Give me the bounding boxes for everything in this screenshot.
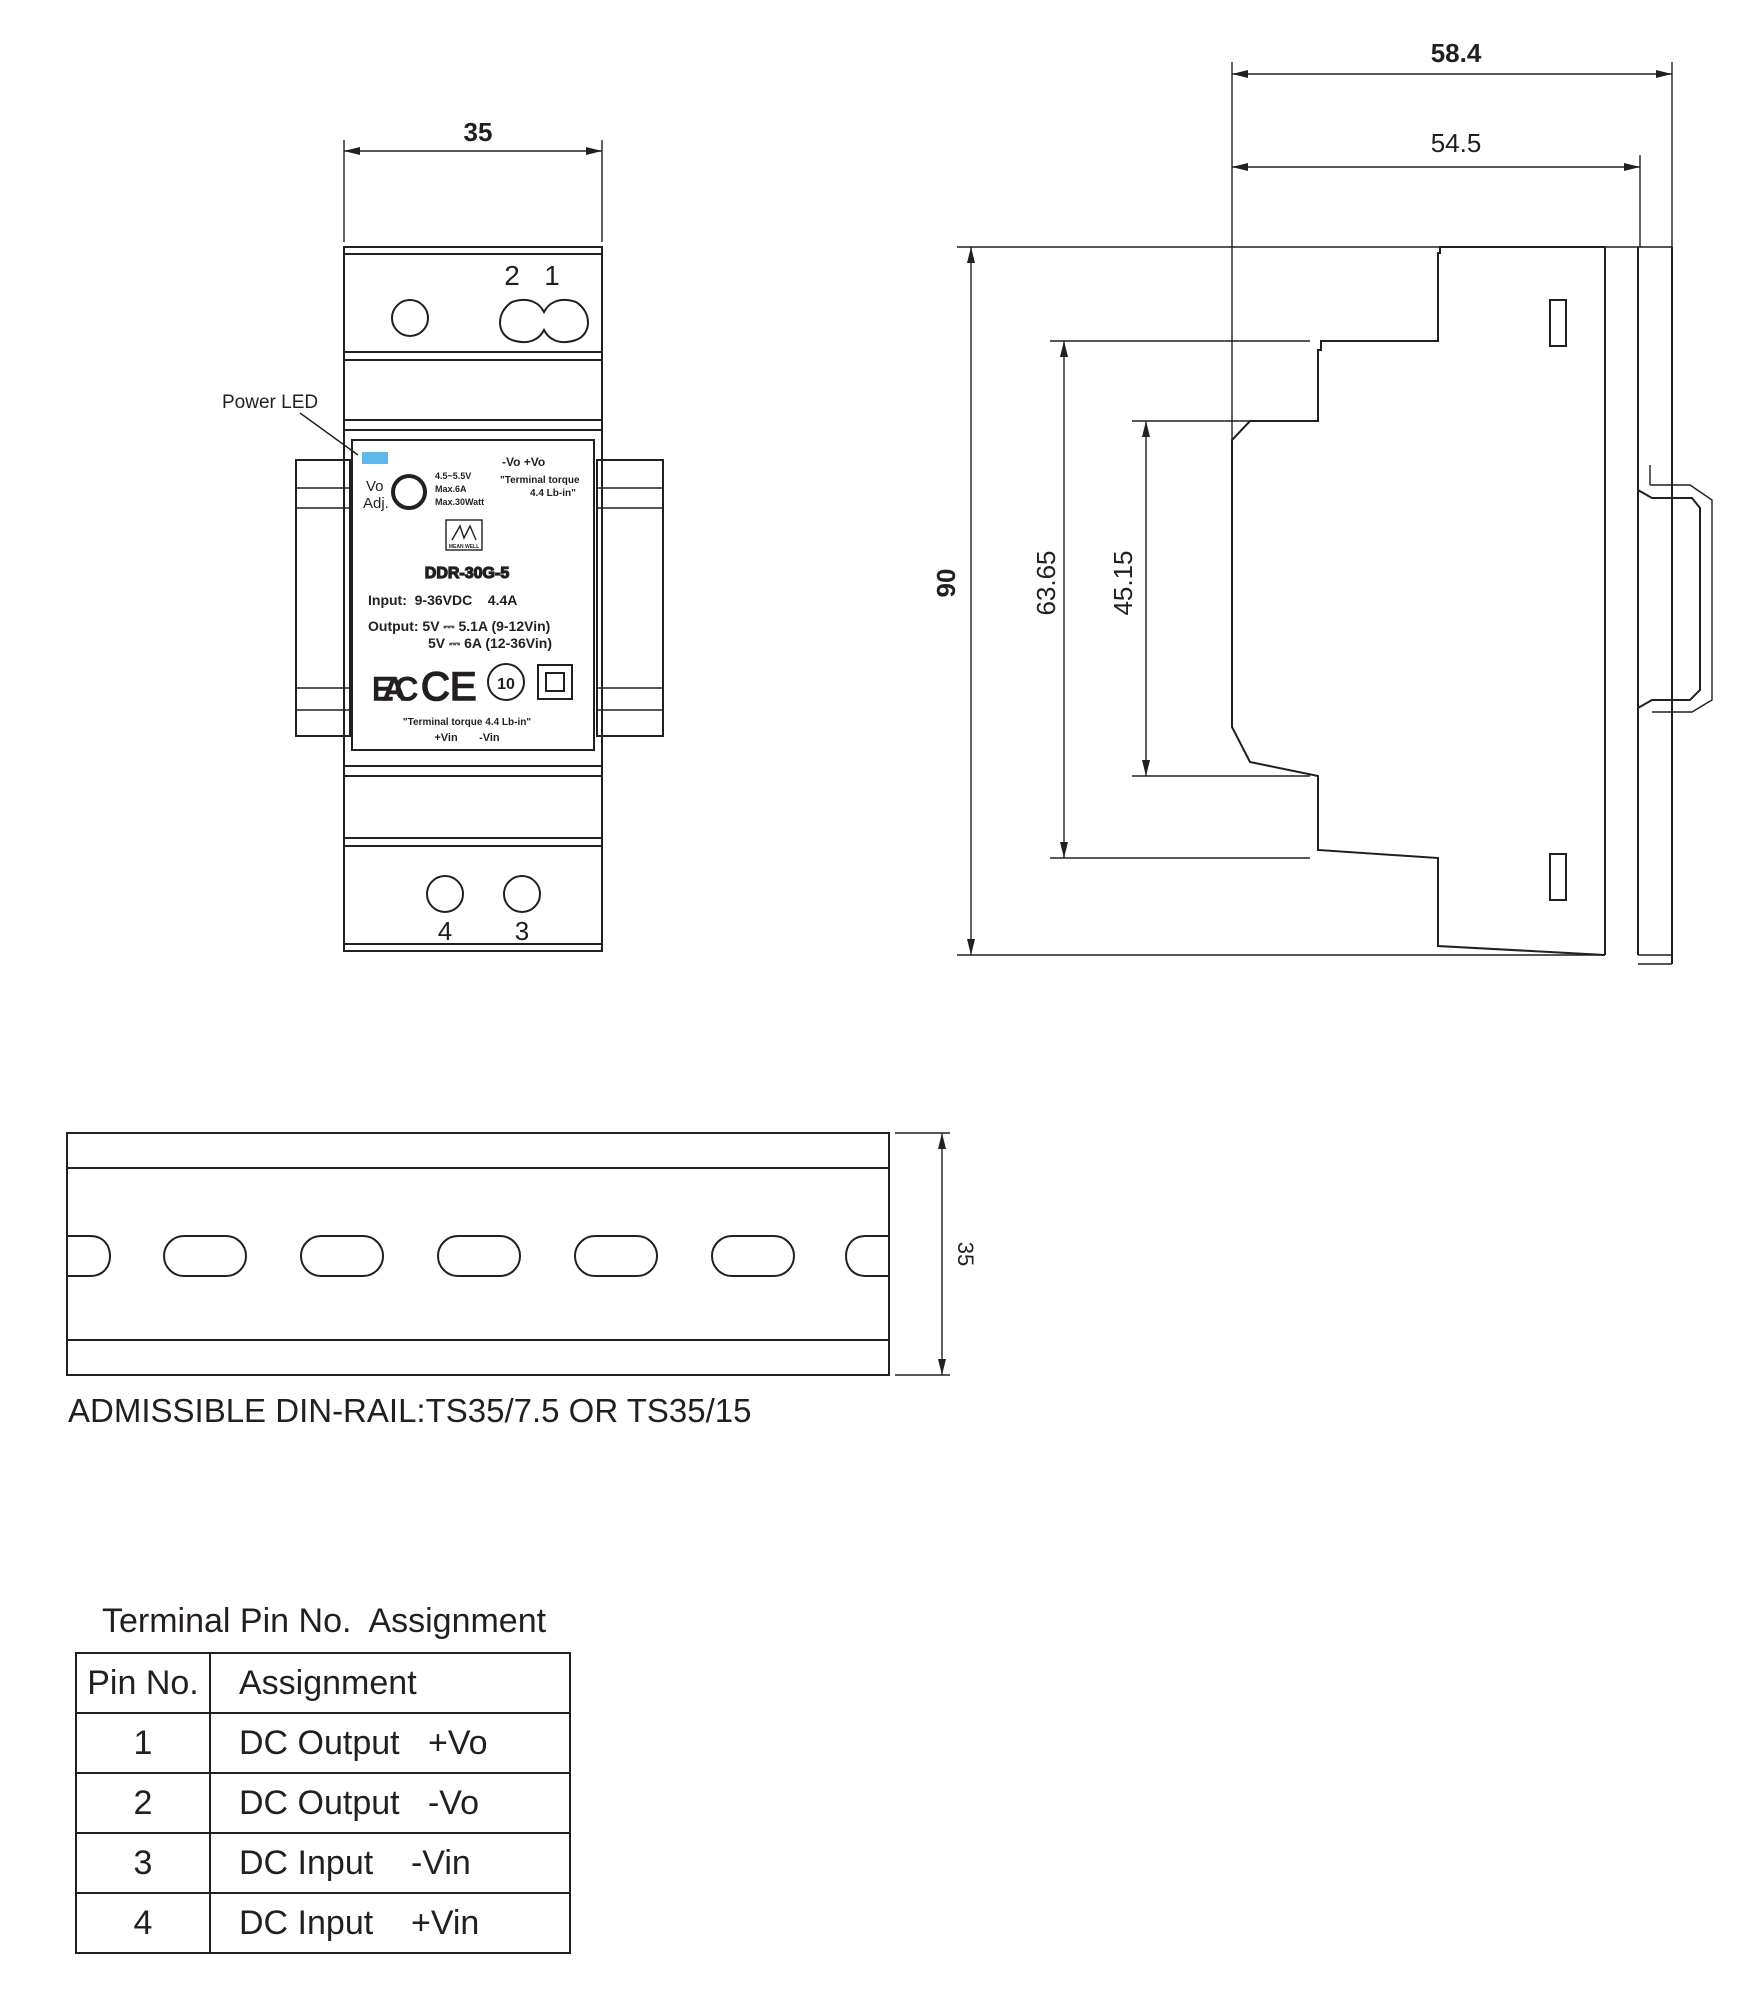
table-row	[76, 1893, 570, 1953]
power-led-label: Power LED	[222, 392, 319, 413]
bottom-terminal-polarity: +Vin -Vin	[434, 732, 500, 744]
pin-assignment-table	[75, 1652, 571, 1954]
rail-slot-left	[67, 1236, 110, 1276]
terminal-screw-2-1	[392, 300, 428, 336]
front-width-dim: 35	[463, 117, 493, 147]
pin-table-title: Terminal Pin No. Assignment	[102, 1602, 547, 1640]
pin-number: 2	[76, 1773, 210, 1833]
depth-dim: 54.5	[1430, 128, 1482, 158]
adj-spec-2: Max.6A	[435, 484, 467, 494]
output-spec-2: 5V ⎓ 6A (12-36Vin)	[428, 635, 552, 651]
pin-assignment: DC Output -Vo	[210, 1773, 570, 1833]
terminal-screw-double	[500, 300, 588, 342]
din-rail	[67, 1133, 978, 1375]
table-row	[76, 1713, 570, 1773]
rail-slot	[438, 1236, 520, 1276]
service-life-years: 10	[497, 676, 515, 693]
power-led-indicator	[362, 452, 388, 464]
rail-height-dim: 35	[953, 1241, 978, 1267]
header-assignment: Assignment	[210, 1653, 570, 1713]
pin-number: 3	[76, 1833, 210, 1893]
vo-adj-label-1: Vo	[366, 478, 384, 495]
top-terminal-polarity: -Vo +Vo	[502, 455, 546, 469]
brand-logo-text: MEAN WELL	[448, 544, 480, 550]
rail-slot-right	[846, 1236, 889, 1276]
torque-bottom: "Terminal torque 4.4 Lb-in"	[402, 717, 532, 728]
pin-assignment: DC Output +Vo	[210, 1713, 570, 1773]
rail-slot	[712, 1236, 794, 1276]
output-spec-1: Output: 5V ⎓ 5.1A (9-12Vin)	[368, 618, 551, 634]
model-number: DDR-30G-5	[424, 565, 510, 582]
terminal-label-3: 3	[514, 916, 530, 946]
double-insulation-icon	[538, 665, 572, 699]
step-height-dim: 63.65	[1031, 550, 1061, 616]
pin-assignment: DC Input +Vin	[210, 1893, 570, 1953]
table-row	[76, 1773, 570, 1833]
ce-mark-icon: CE	[421, 665, 477, 709]
header-pin-no: Pin No.	[76, 1653, 210, 1713]
inner-height-dim: 45.15	[1108, 550, 1138, 616]
side-view	[931, 38, 1712, 964]
vo-adj-label-2: Adj.	[363, 495, 389, 512]
pin-assignment: DC Input -Vin	[210, 1833, 570, 1893]
torque-top-2: 4.4 Lb-in"	[530, 488, 576, 499]
rail-slot	[164, 1236, 246, 1276]
terminal-screw-4	[427, 876, 463, 912]
din-rail-caption: ADMISSIBLE DIN-RAIL:TS35/7.5 OR TS35/15	[68, 1392, 752, 1429]
eac-mark-icon: EAC	[372, 671, 418, 707]
front-view	[222, 117, 663, 951]
side-profile	[1232, 247, 1605, 955]
height-dim: 90	[931, 568, 961, 598]
terminal-label-1: 1	[544, 260, 560, 291]
pin-number: 4	[76, 1893, 210, 1953]
adjust-knob-icon	[393, 476, 425, 508]
torque-top-1: "Terminal torque	[500, 475, 580, 486]
table-header-row	[76, 1653, 570, 1713]
din-clip-profile	[1638, 455, 1700, 735]
terminal-label-2: 2	[504, 260, 520, 291]
terminal-label-4: 4	[437, 916, 453, 946]
pin-number: 1	[76, 1713, 210, 1773]
rail-slot	[575, 1236, 657, 1276]
adj-spec-1: 4.5~5.5V	[435, 471, 472, 481]
overall-depth-dim: 58.4	[1430, 38, 1482, 68]
input-spec: Input: 9-36VDC 4.4A	[368, 592, 518, 608]
terminal-screw-3	[504, 876, 540, 912]
rail-slot	[301, 1236, 383, 1276]
adj-spec-3: Max.30Watt	[435, 497, 485, 507]
table-row	[76, 1833, 570, 1893]
